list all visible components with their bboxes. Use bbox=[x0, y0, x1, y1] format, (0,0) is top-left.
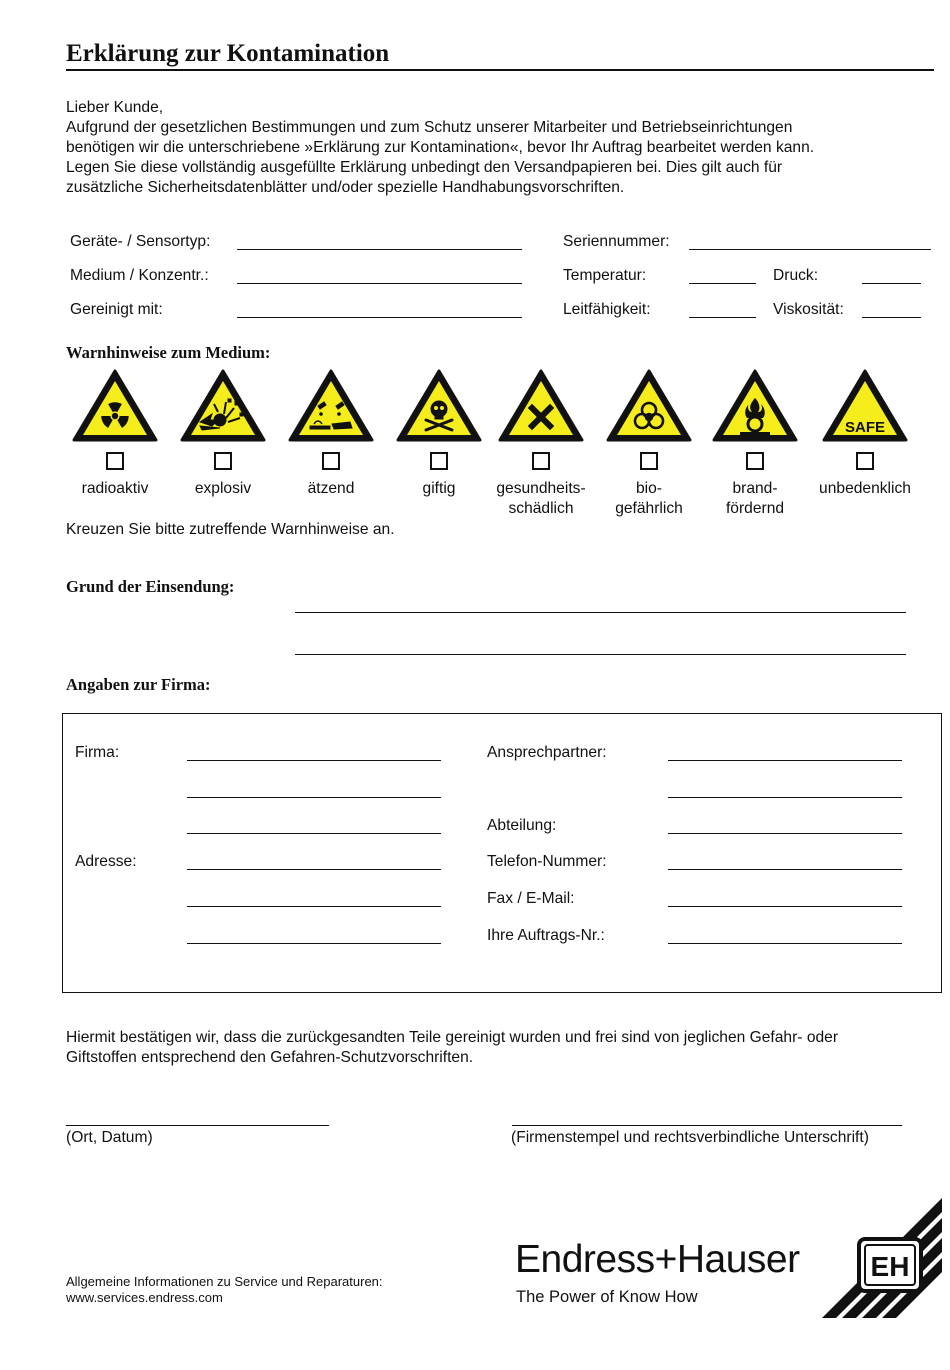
fax-email-field[interactable] bbox=[668, 906, 902, 907]
cleaned-with-label: Gereinigt mit: bbox=[70, 301, 163, 318]
hazard-biohazard bbox=[594, 368, 704, 519]
medium-label: Medium / Konzentr.: bbox=[70, 267, 209, 284]
logo-icon bbox=[822, 1198, 944, 1320]
reason-field-1[interactable] bbox=[295, 612, 906, 613]
brand-name: Endress+Hauser bbox=[515, 1238, 800, 1281]
hazard-label: gesundheits- schädlich bbox=[496, 480, 586, 517]
intro-line: Legen Sie diese vollständig ausgefüllte Erklärung unbedingt den Versandpapieren bei. Dies gilt auch für bbox=[66, 159, 783, 176]
radioactive-icon bbox=[72, 368, 158, 444]
hazard-label: ätzend bbox=[307, 480, 355, 497]
title-rule bbox=[66, 69, 934, 71]
company-heading: Angaben zur Firma: bbox=[66, 675, 211, 694]
hazard-corrosive bbox=[276, 368, 386, 499]
hazard-label: explosiv bbox=[194, 480, 252, 497]
confirmation-line: Giftstoffen entsprechend den Gefahren-Schutzvorschriften. bbox=[66, 1049, 474, 1066]
pressure-field[interactable] bbox=[862, 283, 921, 284]
endress-hauser-logo bbox=[822, 1198, 944, 1325]
firm-field-2[interactable] bbox=[187, 797, 441, 798]
intro-line: benötigen wir die unterschriebene »Erklärung zur Kontamination«, bevor Ihr Auftrag bearbeitet werden kann. bbox=[66, 139, 815, 156]
oxidizing-icon bbox=[712, 368, 798, 444]
warnings-instruction: Kreuzen Sie bitte zutreffende Warnhinweise an. bbox=[66, 521, 395, 538]
footer-url[interactable]: www.services.endress.com bbox=[66, 1290, 223, 1305]
hazard-label: bio- gefährlich bbox=[615, 480, 683, 517]
corrosive-icon bbox=[288, 368, 374, 444]
hazard-explosive bbox=[168, 368, 278, 499]
address-label: Adresse: bbox=[75, 853, 137, 870]
place-date-field[interactable] bbox=[66, 1125, 329, 1126]
address-field-3[interactable] bbox=[187, 943, 441, 944]
signature-label: (Firmenstempel und rechtsverbindliche Unterschrift) bbox=[511, 1129, 869, 1146]
reason-heading: Grund der Einsendung: bbox=[66, 577, 235, 596]
hazard-radioactive bbox=[60, 368, 170, 499]
department-label: Abteilung: bbox=[487, 817, 557, 834]
footer-info: Allgemeine Informationen zu Service und Reparaturen: bbox=[66, 1274, 383, 1289]
harmful-icon bbox=[498, 368, 584, 444]
device-type-label: Geräte- / Sensortyp: bbox=[70, 233, 211, 250]
harmful-checkbox[interactable] bbox=[532, 452, 550, 470]
hazard-toxic bbox=[384, 368, 494, 499]
explosive-icon bbox=[180, 368, 266, 444]
intro-line: Lieber Kunde, bbox=[66, 99, 164, 116]
department-field[interactable] bbox=[668, 833, 902, 834]
pressure-label: Druck: bbox=[773, 267, 819, 284]
corrosive-checkbox[interactable] bbox=[322, 452, 340, 470]
hazard-harmful bbox=[486, 368, 596, 519]
warnings-heading: Warnhinweise zum Medium: bbox=[66, 343, 271, 362]
explosive-checkbox[interactable] bbox=[214, 452, 232, 470]
hazard-label: unbedenklich bbox=[819, 480, 911, 497]
contact-field-1[interactable] bbox=[668, 760, 902, 761]
brand-tagline: The Power of Know How bbox=[516, 1288, 698, 1306]
safe-text: SAFE bbox=[844, 419, 886, 436]
firm-field-1[interactable] bbox=[187, 760, 441, 761]
intro-line: zusätzliche Sicherheitsdatenblätter und/oder spezielle Handhabungsvorschriften. bbox=[66, 179, 625, 196]
order-number-field[interactable] bbox=[668, 943, 902, 944]
firm-label: Firma: bbox=[75, 744, 120, 761]
toxic-checkbox[interactable] bbox=[430, 452, 448, 470]
biohazard-icon bbox=[606, 368, 692, 444]
intro-text bbox=[66, 98, 936, 198]
viscosity-field[interactable] bbox=[862, 317, 921, 318]
signature-field[interactable] bbox=[512, 1125, 902, 1126]
place-date-label: (Ort, Datum) bbox=[66, 1129, 153, 1146]
safe-checkbox[interactable] bbox=[856, 452, 874, 470]
hazard-label: brand- fördernd bbox=[725, 480, 785, 517]
logo-letters: EH bbox=[870, 1251, 910, 1282]
fax-email-label: Fax / E-Mail: bbox=[487, 890, 575, 907]
conductivity-field[interactable] bbox=[689, 317, 756, 318]
conductivity-label: Leitfähigkeit: bbox=[563, 301, 651, 318]
radioactive-checkbox[interactable] bbox=[106, 452, 124, 470]
device-type-field[interactable] bbox=[237, 249, 522, 250]
contact-label: Ansprechpartner: bbox=[487, 744, 607, 761]
hazard-oxidizing bbox=[700, 368, 810, 519]
cleaned-with-field[interactable] bbox=[237, 317, 522, 318]
firm-field-3[interactable] bbox=[187, 833, 441, 834]
contact-field-2[interactable] bbox=[668, 797, 902, 798]
safe-icon bbox=[822, 368, 908, 444]
biohazard-checkbox[interactable] bbox=[640, 452, 658, 470]
address-field-1[interactable] bbox=[187, 869, 441, 870]
order-number-label: Ihre Auftrags-Nr.: bbox=[487, 927, 605, 944]
viscosity-label: Viskosität: bbox=[773, 301, 844, 318]
reason-field-2[interactable] bbox=[295, 654, 906, 655]
intro-line: Aufgrund der gesetzlichen Bestimmungen und zum Schutz unserer Mitarbeiter und Betriebseinrichtungen bbox=[66, 119, 793, 136]
confirmation-line: Hiermit bestätigen wir, dass die zurückgesandten Teile gereinigt wurden und frei sind von jeglichen Gefahr- oder bbox=[66, 1029, 839, 1046]
phone-label: Telefon-Nummer: bbox=[487, 853, 607, 870]
serial-number-field[interactable] bbox=[689, 249, 931, 250]
medium-field[interactable] bbox=[237, 283, 522, 284]
confirmation-text bbox=[66, 1028, 838, 1068]
toxic-icon bbox=[396, 368, 482, 444]
hazard-label: radioaktiv bbox=[81, 480, 149, 497]
page-title: Erklärung zur Kontamination bbox=[66, 40, 390, 67]
hazard-safe bbox=[810, 368, 920, 499]
serial-number-label: Seriennummer: bbox=[563, 233, 670, 250]
temperature-label: Temperatur: bbox=[563, 267, 647, 284]
oxidizing-checkbox[interactable] bbox=[746, 452, 764, 470]
phone-field[interactable] bbox=[668, 869, 902, 870]
hazard-label: giftig bbox=[422, 480, 456, 497]
temperature-field[interactable] bbox=[689, 283, 756, 284]
address-field-2[interactable] bbox=[187, 906, 441, 907]
